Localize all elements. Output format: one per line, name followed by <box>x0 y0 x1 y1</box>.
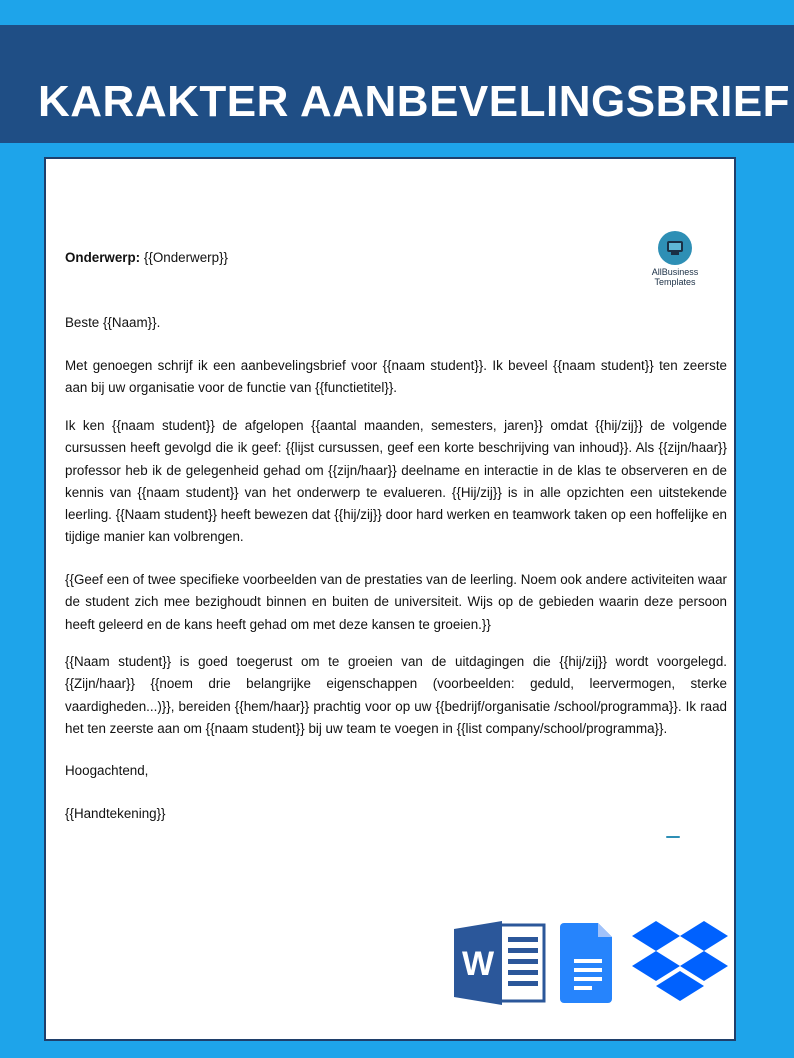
decorative-mark <box>666 836 680 838</box>
subject-value: {{Onderwerp}} <box>143 250 229 265</box>
dropbox-icon[interactable] <box>632 921 728 1001</box>
format-icons <box>452 917 732 1009</box>
letter-document <box>44 157 736 1041</box>
page-title: KARAKTER AANBEVELINGSBRIEF <box>38 77 791 126</box>
header-banner <box>0 25 794 143</box>
signature: {{Handtekening}} <box>65 806 166 821</box>
logo-line-2: Templates <box>654 277 696 287</box>
subject-line <box>65 247 727 269</box>
subject-label: Onderwerp: <box>65 250 141 265</box>
paragraph-1: Met genoegen schrijf ik een aanbevelingsbrief voor {{naam student}}. Ik beveel {{naam student}} ten zeerste aan bij uw organisatie voor de functie van {{functietitel}}. <box>65 358 727 396</box>
paragraph-3: {{Geef een of twee specifieke voorbeelden van de prestaties van de leerling. Noem ook andere activiteiten waar de student zich mee bezighoudt binnen en buiten de universiteit. Wijs op de gebieden waarin deze persoon heeft geleerd en de kans heeft gehad om met deze kansen te groeien.}} <box>65 572 727 632</box>
logo-text <box>642 267 708 287</box>
closing: Hoogachtend, <box>65 763 149 778</box>
google-docs-icon[interactable] <box>560 923 612 1003</box>
paragraph-2: Ik ken {{naam student}} de afgelopen {{aantal maanden, semesters, jaren}} omdat {{hij/zij}} de volgende cursussen heeft gevolgd die ik geef: {{lijst cursussen, geef een korte beschrijving van inhoud}}. Als {{zijn/haar}} professor heb ik de gelegenheid gehad om {{zijn/haar}} deelname en interactie in de klas te observeren en de kennis van {{naam student}} van het onderwerp te evalueren. {{Hij/zij}} is in alle opzichten een uitstekende leerling. {{Naam student}} heeft bewezen dat {{hij/zij}} door hard werken en teamwork taken op een hoffelijke en tijdige manier kan volbrengen. <box>65 418 727 545</box>
logo-line-1: AllBusiness <box>651 267 699 277</box>
greeting: Beste {{Naam}}. <box>65 315 161 330</box>
svg-text:W: W <box>461 945 495 983</box>
word-icon[interactable] <box>454 921 544 1005</box>
paragraph-4: {{Naam student}} is goed toegerust om te groeien van de uitdagingen die {{hij/zij}} wordt voorgelegd. {{Zijn/haar}} {{noem drie belangrijke eigenschappen (voorbeelden: geduld, leervermogen, sterke vaardigheden...)}}, bereiden {{hem/haar}} prachtig voor op uw {{bedrijf/organisatie /school/programma}}. Ik raad het ten zeerste aan om {{naam student}} bij uw team te voegen in {{list company/school/programma}}. <box>65 654 727 736</box>
